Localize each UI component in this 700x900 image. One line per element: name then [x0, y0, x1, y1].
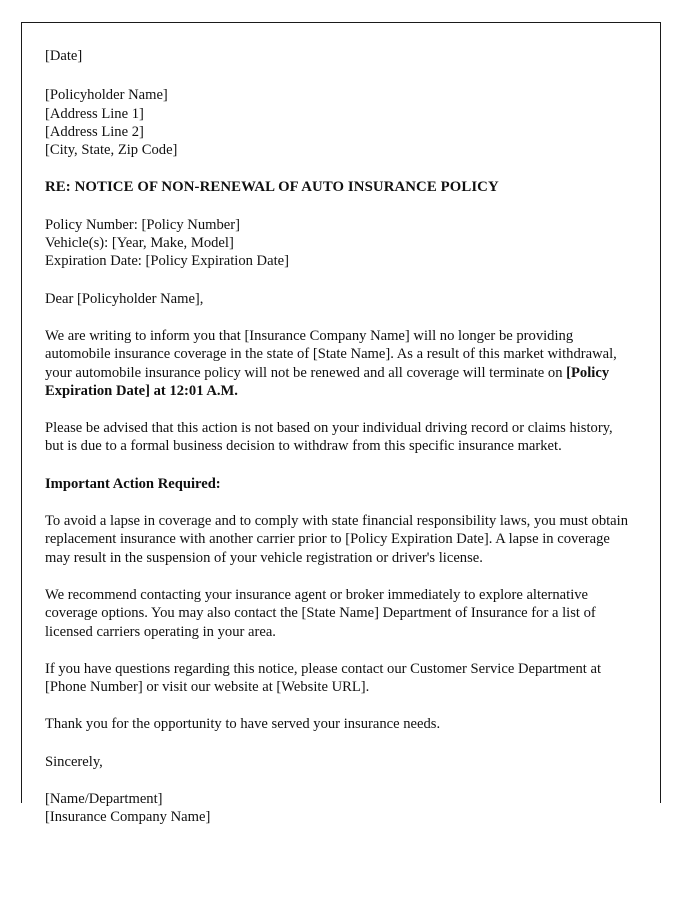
address-line: [Policyholder Name]: [45, 87, 168, 104]
address-line: [City, State, Zip Code]: [45, 142, 178, 159]
salutation: Dear [Policyholder Name],: [45, 290, 204, 307]
address-line: [Address Line 2]: [45, 123, 144, 140]
policy-details-block: [45, 216, 631, 271]
signature-line: [Insurance Company Name]: [45, 809, 211, 826]
signature-block: [45, 790, 631, 827]
recipient-address-block: [45, 86, 631, 159]
subject-heading: RE: NOTICE OF NON-RENEWAL OF AUTO INSURANCE POLICY: [45, 179, 499, 196]
body-paragraph-2: Please be advised that this action is not based on your individual driving record or claims history, but is due to a formal business decision to withdraw from this specific insurance market.: [45, 420, 613, 455]
action-required-heading: Important Action Required:: [45, 475, 221, 492]
body-paragraph-5: If you have questions regarding this notice, please contact our Customer Service Department at [Phone Number] or visit our website at [Website URL].: [45, 660, 602, 696]
closing-line: Sincerely,: [45, 753, 103, 770]
body-paragraph-3: To avoid a lapse in coverage and to comply with state financial responsibility laws, you must obtain replacement insurance with another carrier prior to [Policy Expiration Date]. A lapse in coverage may result in the suspension of your vehicle registration or driver's license.: [45, 513, 629, 566]
paragraph-1-text: We are writing to inform you that [Insurance Company Name] will no longer be providing automobile insurance coverage in the state of [State Name]. As a result of this market withdrawal, your automobile insurance policy will not be renewed and all coverage will terminate on: [45, 327, 617, 381]
policy-detail-line: Expiration Date: [Policy Expiration Date]: [45, 253, 289, 270]
document-page: [21, 22, 661, 826]
date-line: [Date]: [45, 48, 83, 64]
paragraph-1-emphasis: [Policy Expiration Date] at 12:01 A.M.: [45, 364, 610, 399]
policy-detail-line: Vehicle(s): [Year, Make, Model]: [45, 235, 234, 252]
body-paragraph-4: We recommend contacting your insurance agent or broker immediately to explore alternative coverage options. You may also contact the [State Name] Department of Insurance for a list of licensed carriers operating in your area.: [45, 586, 596, 640]
body-paragraph-1: [45, 327, 631, 400]
address-line: [Address Line 1]: [45, 105, 144, 122]
signature-line: [Name/Department]: [45, 791, 163, 808]
letter-content: [45, 47, 631, 827]
body-paragraph-6: Thank you for the opportunity to have served your insurance needs.: [45, 716, 441, 733]
policy-detail-line: Policy Number: [Policy Number]: [45, 216, 240, 233]
